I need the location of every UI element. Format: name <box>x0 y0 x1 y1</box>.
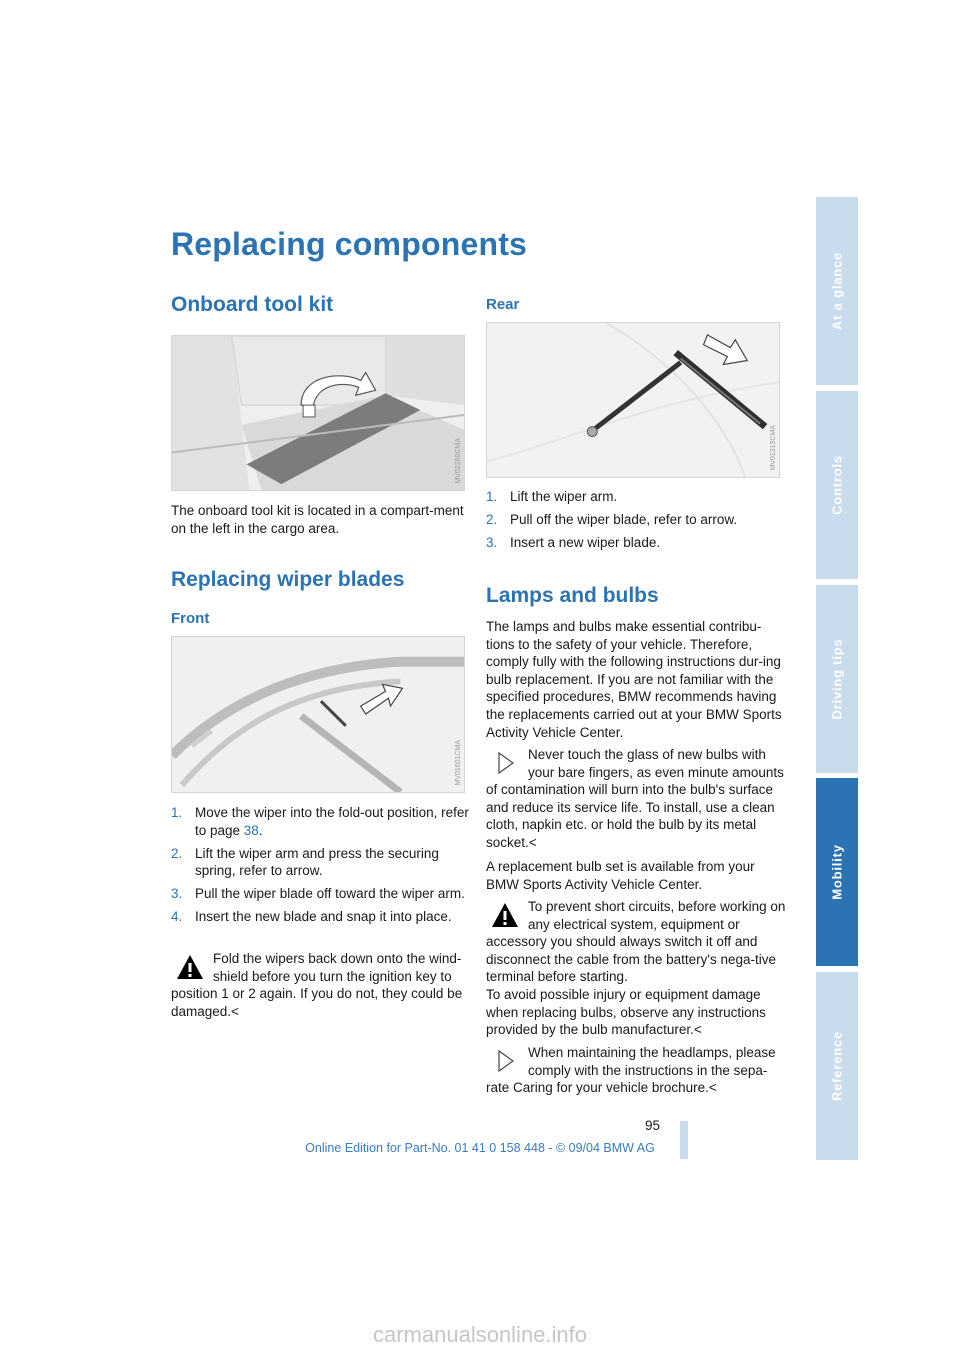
tab-at-a-glance[interactable]: At a glance <box>816 197 858 385</box>
tab-reference[interactable]: Reference <box>816 972 858 1160</box>
list-item: 4. Insert the new blade and snap it into place. <box>171 909 452 925</box>
warning-icon <box>490 900 520 930</box>
list-item: 2. Lift the wiper arm and press the securing spring, refer to arrow. <box>171 845 439 879</box>
rear-steps-list <box>486 488 786 557</box>
watermark: carmanualsonline.info <box>372 1322 588 1347</box>
tab-mobility[interactable]: Mobility <box>816 778 858 966</box>
tab-controls[interactable]: Controls <box>816 391 858 579</box>
bulb-set-text: A replacement bulb set is available from your BMW Sports Activity Vehicle Center. <box>486 859 755 892</box>
front-steps-list <box>171 804 471 932</box>
tool-kit-text: The onboard tool kit is located in a compart-ment on the left in the cargo area. <box>171 503 464 536</box>
page-title: Replacing components <box>171 226 528 262</box>
figure-code: MV01601CMA <box>455 740 462 786</box>
list-item: 2. Pull off the wiper blade, refer to arrow. <box>486 512 738 528</box>
page-link[interactable]: 38 <box>243 822 259 838</box>
page-number: 95 <box>645 1118 661 1133</box>
headlamp-note: When maintaining the headlamps, please comply with the instructions in the sepa-rate Caring for your vehicle brochure.< <box>486 1045 776 1096</box>
list-item: 3. Pull the wiper blade off toward the wiper arm. <box>171 886 465 902</box>
bulb-glass-note: Never touch the glass of new bulbs with your bare fingers, as even minute amounts of contamination will burn into the bulb's surface and reduce its service life. To install, use a clean cloth, napkin etc. or hold the bulb by its metal socket.< <box>486 747 784 850</box>
tab-driving-tips[interactable]: Driving tips <box>816 585 858 773</box>
electrical-warning-note: To prevent short circuits, before working on any electrical system, equipment or accessory you should always switch it off and disconnect the cable from the battery's nega-tive terminal before starting. To avoid possible injury or equipment damage when replacing bulbs, observe any instructions provided by the bulb manufacturer.< <box>486 899 786 1038</box>
subheading-rear: Rear <box>486 296 520 313</box>
tool-kit-figure <box>171 335 465 491</box>
section-heading-tool-kit: Onboard tool kit <box>171 293 334 316</box>
note-arrow-icon <box>490 748 520 778</box>
section-heading-wiper: Replacing wiper blades <box>171 568 405 591</box>
list-item: 3. Insert a new wiper blade. <box>486 535 661 551</box>
wiper-warning-note: Fold the wipers back down onto the wind-shield before you turn the ignition key to position 1 or 2 again. If you do not, they could be damaged.< <box>171 951 463 1019</box>
lamps-intro: The lamps and bulbs make essential contribu-tions to the safety of your vehicle. Therefore, comply fully with the following instructions dur-ing bulb replacement. If you are not familiar with the specified procedures, BMW recommends having the replacements carried out at your BMW Sports Activity Vehicle Center. <box>486 619 782 740</box>
chapter-tabs <box>816 197 858 1160</box>
front-wiper-figure <box>171 636 465 793</box>
section-heading-lamps: Lamps and bulbs <box>486 584 659 607</box>
footer-edition: Online Edition for Part-No. 01 41 0 158 448 - © 09/04 BMW AG <box>305 1141 655 1155</box>
figure-code: MV01315CMA <box>770 425 777 471</box>
figure-code: MV02260CMA <box>455 438 462 484</box>
list-item: 1. Move the wiper into the fold-out position, refer to page 38. <box>171 805 469 838</box>
warning-icon <box>175 952 205 982</box>
subheading-front: Front <box>171 610 210 627</box>
rear-wiper-figure <box>486 322 780 478</box>
note-arrow-icon <box>490 1046 520 1076</box>
list-item: 1. Lift the wiper arm. <box>486 489 618 504</box>
